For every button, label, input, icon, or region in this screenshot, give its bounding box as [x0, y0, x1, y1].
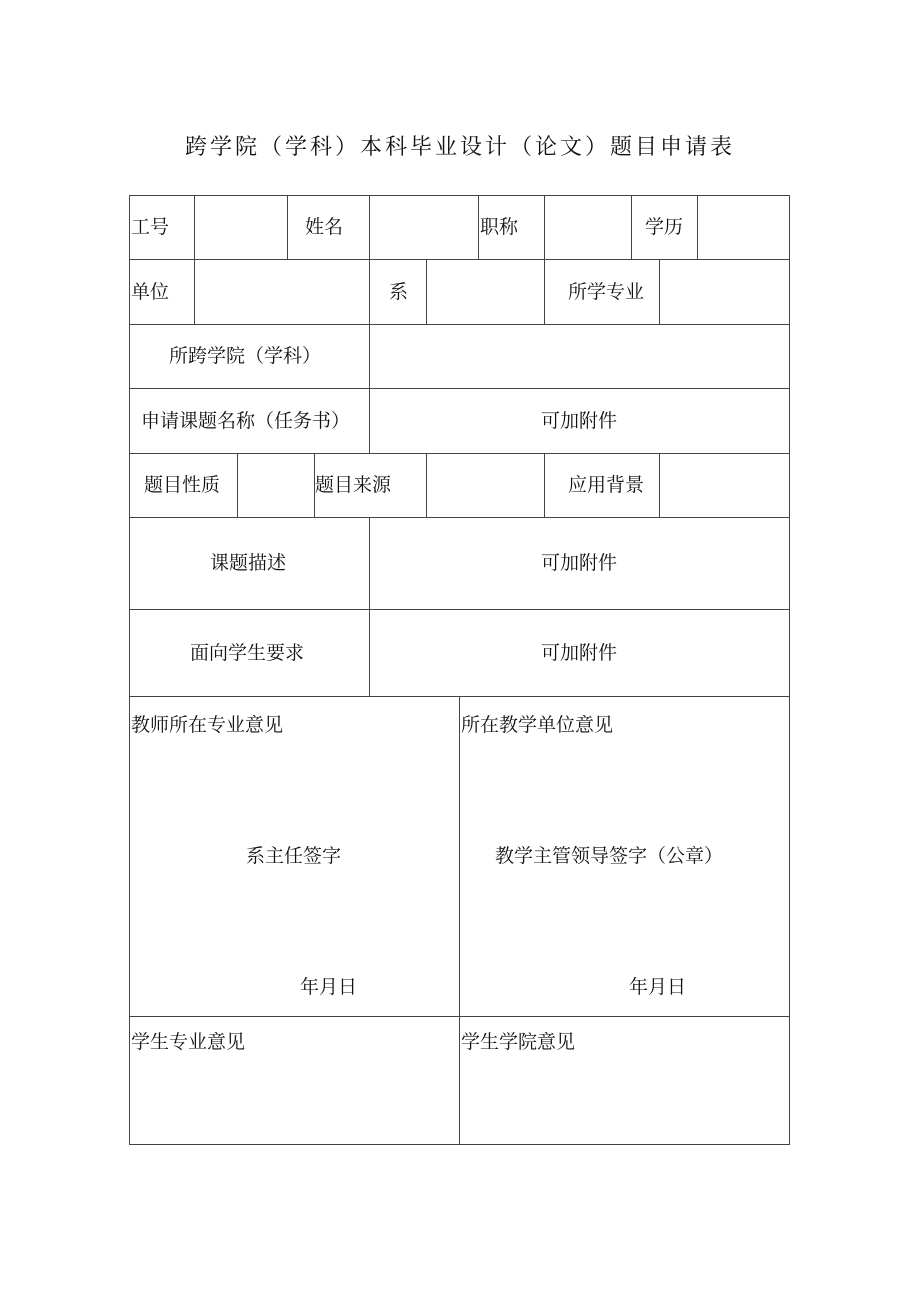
- table-border-right: [789, 195, 790, 1145]
- label-zhicheng: 职称: [480, 216, 519, 238]
- page-title: 跨学院（学科）本科毕业设计（论文）题目申请表: [184, 135, 735, 160]
- label-gonghao: 工号: [131, 216, 170, 238]
- cell-divider: [287, 195, 288, 260]
- label-suoxue-zhuanye: 所学专业: [568, 281, 645, 303]
- cell-divider: [544, 453, 545, 518]
- cell-divider: [426, 259, 427, 325]
- label-timu-xingzhi: 题目性质: [144, 474, 221, 496]
- cell-divider: [544, 195, 545, 260]
- row-divider: [129, 453, 790, 454]
- cell-divider: [459, 696, 460, 1145]
- label-yingyong-beijing: 应用背景: [568, 474, 645, 496]
- cell-divider: [426, 453, 427, 518]
- cell-divider: [369, 324, 370, 454]
- table-border-left: [129, 195, 130, 1145]
- label-xuesheng-yaoqiu: 面向学生要求: [190, 642, 305, 664]
- attachment-note: 可加附件: [541, 410, 618, 432]
- label-unit-opinion: 所在教学单位意见: [461, 714, 614, 736]
- cell-divider: [631, 195, 632, 260]
- label-xingming: 姓名: [305, 216, 344, 238]
- label-ketimingcheng: 申请课题名称（任务书）: [141, 410, 351, 432]
- row-divider: [129, 259, 790, 260]
- row-divider: [129, 517, 790, 518]
- cell-divider: [697, 195, 698, 260]
- row-divider: [129, 609, 790, 610]
- label-danwei: 单位: [131, 281, 170, 303]
- cell-divider: [369, 259, 370, 325]
- date-line-left: 年月日: [300, 976, 358, 998]
- cell-divider: [478, 195, 479, 260]
- cell-divider: [659, 259, 660, 325]
- label-student-college-opinion: 学生学院意见: [461, 1031, 576, 1053]
- row-divider: [129, 388, 790, 389]
- label-dept-head-signature: 系主任签字: [246, 845, 342, 867]
- cell-divider: [237, 453, 238, 518]
- row-divider: [129, 324, 790, 325]
- label-xueli: 学历: [645, 216, 684, 238]
- label-keti-miaoshu: 课题描述: [210, 552, 287, 574]
- attachment-note: 可加附件: [541, 552, 618, 574]
- label-student-major-opinion: 学生专业意见: [131, 1031, 246, 1053]
- label-suokua-xueyuan: 所跨学院（学科）: [169, 345, 322, 367]
- cell-divider: [369, 195, 370, 260]
- attachment-note: 可加附件: [541, 642, 618, 664]
- cell-divider: [194, 195, 195, 260]
- label-leader-signature: 教学主管领导签字（公章）: [495, 845, 724, 867]
- label-timu-laiyuan: 题目来源: [315, 474, 392, 496]
- cell-divider: [659, 453, 660, 518]
- cell-divider: [194, 259, 195, 325]
- cell-divider: [369, 517, 370, 697]
- date-line-right: 年月日: [629, 976, 687, 998]
- label-xi: 系: [389, 281, 409, 303]
- cell-divider: [544, 259, 545, 325]
- table-border-top: [129, 195, 790, 196]
- label-teacher-major-opinion: 教师所在专业意见: [131, 714, 284, 736]
